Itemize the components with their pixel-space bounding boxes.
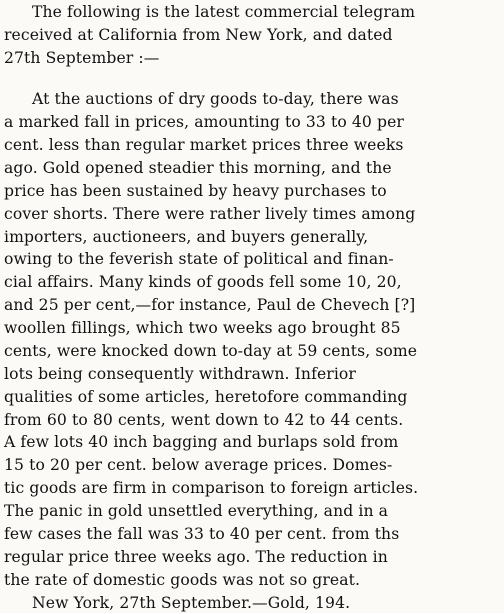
body-line: importers, auctioneers, and buyers generally, [4,228,369,246]
intro-line: received at California from New York, and dated [4,26,393,44]
body-line: regular price three weeks ago. The reduction in [4,548,388,566]
body-line: ago. Gold opened steadier this morning, and the [4,159,392,177]
body-line: the rate of domestic goods was not so great. [4,571,361,589]
intro-line: 27th September :— [4,49,160,67]
body-line: from 60 to 80 cents, went down to 42 to 44 cents. [4,411,404,429]
body-line: tic goods are firm in comparison to foreign articles. [4,479,419,497]
body-line: qualities of some articles, heretofore commanding [4,388,408,406]
body-line: cover shorts. There were rather lively times among [4,205,416,223]
body-line: A few lots 40 inch bagging and burlaps sold from [4,433,399,451]
body-line: lots being consequently withdrawn. Inferior [4,365,356,383]
body-line: few cases the fall was 33 to 40 per cent. from ths [4,525,400,543]
body-line: cents, were knocked down to-day at 59 cents, some [4,342,418,360]
body-line: woollen fillings, which two weeks ago brought 85 [4,319,401,337]
body-line: 15 to 20 per cent. below average prices. Domes- [4,456,393,474]
body-line: cent. less than regular market prices three weeks [4,136,404,154]
body-line: owing to the feverish state of political and finan- [4,250,394,268]
body-line: cial affairs. Many kinds of goods fell some 10, 20, [4,273,402,291]
body-line: and 25 per cent,—for instance, Paul de Chevech [?] [4,296,416,314]
body-line: price has been sustained by heavy purchases to [4,182,387,200]
body-line: a marked fall in prices, amounting to 33 to 40 per [4,113,404,131]
intro-line: The following is the latest commercial telegram [32,3,416,21]
body-line: At the auctions of dry goods to-day, there was [32,90,399,108]
signoff-line: New York, 27th September.—Gold, 194. [32,594,351,612]
body-line: The panic in gold unsettled everything, and in a [4,502,389,520]
